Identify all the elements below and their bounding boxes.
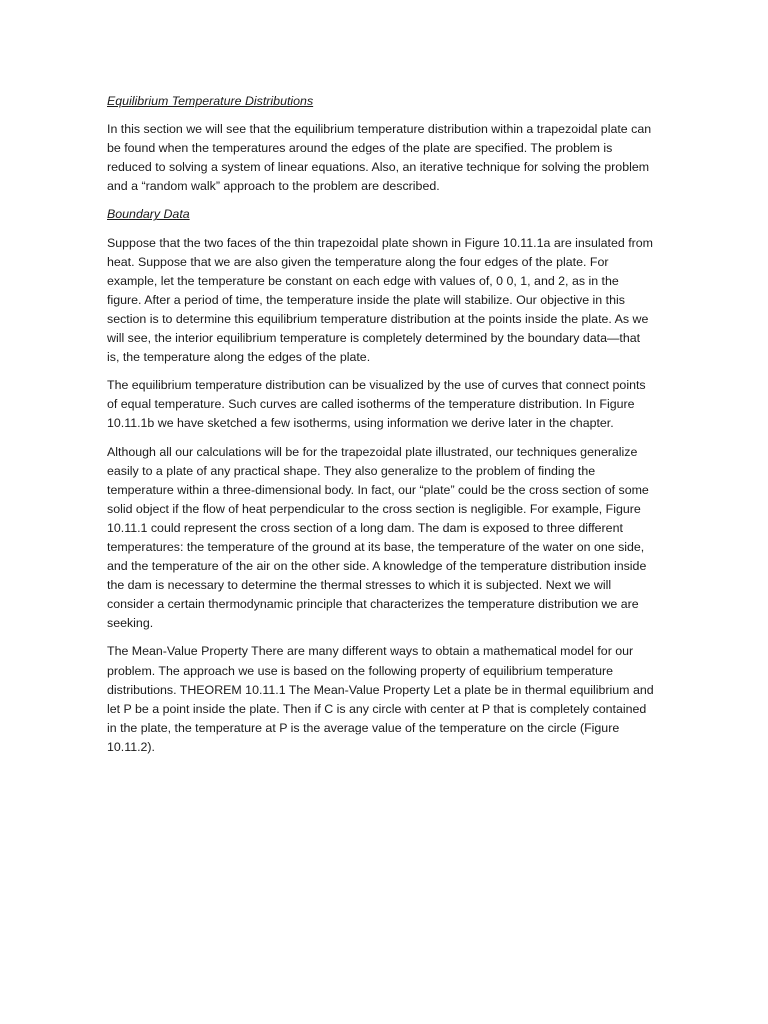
document-body [107, 92, 655, 766]
body-paragraph: Although all our calculations will be for the trapezoidal plate illustrated, our techniques generalize easily to a plate of any practical shape. They also generalize to the problem of finding the temperature within a three-dimensional body. In fact, our “plate” could be the cross section of some solid object if the flow of heat perpendicular to the cross section is negligible. For example, Figure 10.11.1 could represent the cross section of a long dam. The dam is exposed to three different temperatures: the temperature of the ground at its base, the temperature of the water on one side, and the temperature of the air on the other side. A knowledge of the temperature distribution inside the dam is necessary to determine the thermal stresses to which it is subjected. Next we will consider a certain thermodynamic principle that characterizes the temperature distribution we are seeking. [107, 444, 649, 631]
body-paragraph: The equilibrium temperature distribution can be visualized by the use of curves that connect points of equal temperature. Such curves are called isotherms of the temperature distribution. In Figure 10.11.1b we have sketched a few isotherms, using information we derive later in the chapter. [107, 378, 646, 431]
body-paragraph: Suppose that the two faces of the thin trapezoidal plate shown in Figure 10.11.1a are insulated from heat. Suppose that we are also given the temperature along the four edges of the plate. For example, let the temperature be constant on each edge with values of, 0 0, 1, and 2, as in the figure. After a period of time, the temperature inside the plate will stabilize. Our objective in this section is to determine this equilibrium temperature distribution at the points inside the plate. As we will see, the interior equilibrium temperature is completely determined by the boundary data—that is, the temperature along the edges of the plate. [107, 235, 653, 365]
document-title: Equilibrium Temperature Distributions [107, 94, 314, 108]
section-subheading: Boundary Data [107, 207, 190, 222]
body-paragraph: The Mean-Value Property There are many different ways to obtain a mathematical model for our problem. The approach we use is based on the following property of equilibrium temperature distributions. THEOREM 10.11.1 The Mean-Value Property Let a plate be in thermal equilibrium and let P be a point inside the plate. Then if C is any circle with center at P that is completely contained in the plate, the temperature at P is the average value of the temperature on the circle (Figure 10.11.2). [107, 644, 654, 754]
intro-paragraph: In this section we will see that the equilibrium temperature distribution within a trapezoidal plate can be found when the temperatures around the edges of the plate are specified. The problem is reduced to solving a system of linear equations. Also, an iterative technique for solving the problem and a “random walk” approach to the problem are described. [107, 122, 652, 194]
